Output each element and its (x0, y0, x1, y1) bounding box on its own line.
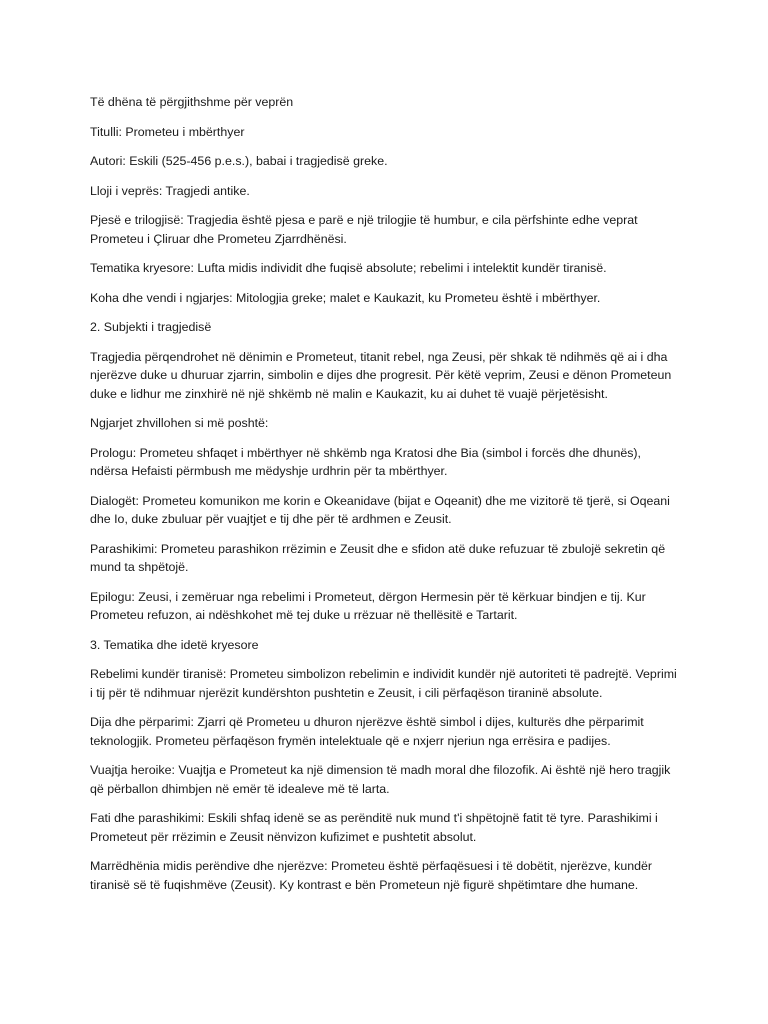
paragraph-suffering: Vuajtja heroike: Vuajtja e Prometeut ka një dimension të madh moral dhe filozofik. Ai është një hero tragjik që përballon dhimbjen në emër të idealeve më të larta. (90, 763, 671, 796)
paragraph-prophecy: Parashikimi: Prometeu parashikon rrëzimin e Zeusit dhe e sfidon atë duke refuzuar të zbulojë sekretin që mund ta shpëtojë. (90, 541, 666, 574)
paragraph-title: Titulli: Prometeu i mbërthyer (90, 124, 245, 139)
paragraph-author: Autori: Eskili (525-456 p.e.s.), babai i tragjedisë greke. (90, 154, 388, 168)
section-heading-general-info: Të dhëna të përgjithshme për veprën (90, 95, 294, 109)
paragraph-prologue: Prologu: Prometeu shfaqet i mbërthyer në shkëmb nga Kratosi dhe Bia (simbol i forcës dhe dhunës), ndërsa Hefaisti përmbush me mëdyshje urdhrin për ta mbërthyer. (90, 445, 641, 478)
paragraph-rebellion: Rebelimi kundër tiranisë: Prometeu simbolizon rebelimin e individit kundër një autoriteti të padrejtë. Veprimi i tij për të ndihmuar njerëzit kundërshton pushtetin e Zeusit, i cili përfaqëson tiraninë absolute. (90, 667, 677, 700)
paragraph-fate: Fati dhe parashikimi: Eskili shfaq idenë se as perënditë nuk mund t'i shpëtojnë fatit të tyre. Parashikimi i Prometeut për rrëzimin e Zeusit nënvizon kufizimet e pushtetit absolut. (90, 811, 658, 844)
section-heading-themes: 3. Tematika dhe idetë kryesore (90, 637, 259, 652)
document-page (90, 93, 680, 905)
paragraph-gods-humans: Marrëdhënia midis perëndive dhe njerëzve: Prometeu është përfaqësuesi i të dobëtit, njerëzve, kundër tiranisë së të fuqishmëve (Zeusit). Ky kontrast e bën Prometeun një figurë shpëtimtare dhe humane. (90, 859, 653, 892)
paragraph-work-type: Lloji i veprës: Tragjedi antike. (90, 183, 250, 198)
paragraph-epilogue: Epilogu: Zeusi, i zemëruar nga rebelimi i Prometeut, dërgon Hermesin për të kërkuar bindjen e tij. Kur Prometeu refuzon, ai ndëshkohet më tej duke u rrëzuar në thellësitë e Tartarit. (90, 589, 646, 622)
paragraph-dialogues: Dialogët: Prometeu komunikon me korin e Okeanidave (bijat e Oqeanit) dhe me vizitorë të tjerë, si Oqeani dhe Io, duke zbuluar për vuajtjet e tij dhe për të ardhmen e Zeusit. (90, 493, 670, 526)
paragraph-main-theme: Tematika kryesore: Lufta midis individit dhe fuqisë absolute; rebelimi i intelektit kundër tiranisë. (90, 261, 607, 275)
section-heading-subject: 2. Subjekti i tragjedisë (90, 320, 212, 334)
paragraph-knowledge: Dija dhe përparimi: Zjarri që Prometeu u dhuron njerëzve është simbol i dijes, kulturës dhe përparimit teknologjik. Prometeu përfaqëson frymën intelektuale që e nxjerr njeriun nga errësira e padijes. (90, 715, 644, 748)
paragraph-subject-summary: Tragjedia përqendrohet në dënimin e Prometeut, titanit rebel, nga Zeusi, për shkak të ndihmës që ai i dha njerëzve duke u dhuruar zjarrin, simbolin e dijes dhe progresit. Për këtë veprim, Zeusi e dënon Prometeun duke e lidhur me zinxhirë në një shkëmb në malin e Kaukazit, ku ai duhet të vuajë përjetësisht. (90, 349, 672, 401)
paragraph-events-intro: Ngjarjet zhvillohen si më poshtë: (90, 416, 269, 430)
paragraph-time-place: Koha dhe vendi i ngjarjes: Mitologjia greke; malet e Kaukazit, ku Prometeu është i mbërthyer. (90, 290, 601, 305)
paragraph-trilogy: Pjesë e trilogjisë: Tragjedia është pjesa e parë e një trilogjie të humbur, e cila përfshinte edhe veprat Prometeu i Çliruar dhe Prometeu Zjarrdhënësi. (90, 213, 638, 246)
